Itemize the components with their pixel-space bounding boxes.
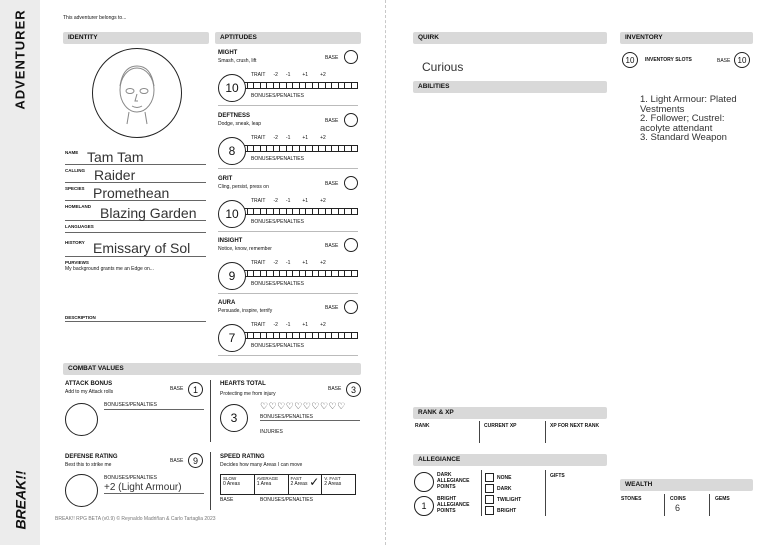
- attack-base-label: BASE: [170, 386, 184, 392]
- wealth-header: WEALTH: [620, 479, 753, 491]
- speed-option-vfast[interactable]: [322, 475, 355, 494]
- quirk-header: QUIRK: [413, 32, 607, 44]
- wealth-divider-2: [709, 494, 710, 516]
- aptitude-trait-row: [251, 135, 351, 141]
- aptitude-base-circle[interactable]: [344, 176, 358, 190]
- checkbox[interactable]: [485, 506, 494, 515]
- aptitude-base-label: BASE: [325, 118, 339, 124]
- trait-tick: +2: [320, 198, 326, 204]
- heart-icons[interactable]: ♡♡♡♡♡♡♡♡♡♡: [260, 401, 346, 411]
- rank-divider-1: [479, 421, 480, 443]
- coins-label: COINS: [670, 496, 686, 502]
- quirk-value[interactable]: Curious: [422, 60, 464, 74]
- defense-base-label: BASE: [170, 458, 184, 464]
- check-mark-icon: ✓: [309, 475, 320, 489]
- combat-divider-bottom: [210, 452, 211, 510]
- aptitude-value[interactable]: 10: [218, 74, 246, 102]
- history-value: Emissary of Sol: [93, 240, 191, 256]
- aptitude-bonus-label: BONUSES/PENALTIES: [251, 156, 304, 162]
- description-field[interactable]: [65, 312, 206, 322]
- combat-header: COMBAT VALUES: [63, 363, 361, 375]
- speed-option-slow[interactable]: [221, 475, 255, 494]
- aptitude-base-label: BASE: [325, 305, 339, 311]
- speed-title: SPEED RATING: [220, 454, 265, 460]
- inventory-item[interactable]: 2. Follower; Custrel: acolyte attendant: [640, 113, 725, 134]
- homeland-value: Blazing Garden: [100, 205, 197, 221]
- defense-desc: Best this to strike me: [65, 462, 112, 468]
- allegiance-option-twilight[interactable]: [485, 494, 521, 505]
- speed-fast-name: FAST: [290, 476, 302, 481]
- trait-tick: -1: [285, 198, 291, 204]
- inventory-base-label: BASE: [717, 58, 731, 64]
- aptitude-track[interactable]: [240, 332, 358, 339]
- attack-title: ATTACK BONUS: [65, 381, 113, 387]
- hearts-desc: Protecting me from injury: [220, 391, 276, 397]
- aptitude-bonus-label: BONUSES/PENALTIES: [251, 343, 304, 349]
- species-value: Promethean: [93, 185, 170, 201]
- attack-base-value[interactable]: 1: [188, 382, 203, 397]
- abilities-header: ABILITIES: [413, 81, 607, 93]
- aptitude-trait-row: [251, 260, 351, 266]
- aptitude-name: DEFTNESS: [218, 113, 251, 119]
- gems-label: GEMS: [715, 496, 730, 502]
- trait-tick: -2: [273, 135, 278, 141]
- trait-tick: -2: [273, 72, 278, 78]
- portrait-face-icon: [107, 58, 167, 128]
- next-rank-xp-label: XP FOR NEXT RANK: [550, 423, 600, 429]
- aptitude-base-circle[interactable]: [344, 50, 358, 64]
- rank-xp-header: RANK & XP: [413, 407, 607, 419]
- speed-vfast-name: V. FAST: [324, 476, 341, 481]
- aptitude-desc: Notice, know, remember: [218, 246, 272, 252]
- checkbox[interactable]: [485, 484, 494, 493]
- allegiance-header: ALLEGIANCE: [413, 454, 607, 466]
- inventory-list: [640, 95, 755, 143]
- aptitude-value[interactable]: 10: [218, 200, 246, 228]
- speed-option-average[interactable]: [255, 475, 289, 494]
- homeland-label: HOMELAND: [65, 204, 91, 209]
- trait-tick: +2: [320, 135, 326, 141]
- trait-tick: -1: [285, 322, 291, 328]
- aptitude-base-circle[interactable]: [344, 238, 358, 252]
- option-label: DARK: [497, 485, 512, 492]
- aptitude-track[interactable]: [240, 208, 358, 215]
- allegiance-options: [485, 472, 521, 516]
- inventory-slots-label: INVENTORY SLOTS: [645, 57, 692, 63]
- aptitude-name: GRIT: [218, 176, 233, 182]
- aptitude-separator: [218, 293, 358, 294]
- inventory-item[interactable]: 1. Light Armour: Plated Vestments: [640, 94, 737, 115]
- aptitude-separator: [218, 231, 358, 232]
- allegiance-option-bright[interactable]: [485, 505, 521, 516]
- aptitude-name: AURA: [218, 300, 236, 306]
- speed-base-label: BASE: [220, 497, 234, 503]
- current-xp-label: CURRENT XP: [484, 423, 517, 429]
- purviews-text: My background grants me an Edge on...: [65, 266, 154, 272]
- option-label: NONE: [497, 474, 512, 481]
- trait-tick: -2: [273, 198, 278, 204]
- allegiance-option-none[interactable]: [485, 472, 521, 483]
- aptitude-desc: Persuade, inspire, terrify: [218, 308, 273, 314]
- name-label: NAME: [65, 150, 79, 155]
- description-label: DESCRIPTION: [65, 315, 96, 320]
- speed-fast-value: 2 Areas: [290, 481, 308, 487]
- hearts-bonus-label: BONUSES/PENALTIES: [260, 414, 360, 421]
- history-label: HISTORY: [65, 240, 85, 245]
- aptitude-base-label: BASE: [325, 243, 339, 249]
- allegiance-divider-1: [481, 470, 482, 516]
- rank-divider-2: [545, 421, 546, 443]
- portrait-frame[interactable]: [92, 48, 182, 138]
- dark-allegiance-label: DARK ALLEGIANCE POINTS: [437, 472, 470, 490]
- aptitude-base-label: BASE: [325, 181, 339, 187]
- species-field[interactable]: [65, 186, 206, 201]
- languages-field[interactable]: [65, 222, 206, 233]
- aptitude-track[interactable]: [240, 82, 358, 89]
- aptitude-name: INSIGHT: [218, 238, 243, 244]
- aptitude-separator: [218, 168, 358, 169]
- attack-bonus-label: BONUSES/PENALTIES: [104, 402, 204, 410]
- option-label: TWILIGHT: [497, 496, 522, 503]
- aptitude-value[interactable]: 7: [218, 324, 246, 352]
- footer-credit: BREAK!! RPG BETA (v0.9) © Reynaldo Madriñan & Carlo Tartaglia 2023: [55, 516, 216, 522]
- attack-desc: Add to my Attack rolls: [65, 389, 114, 395]
- break-logo: BREAK!!: [13, 470, 30, 530]
- hearts-base-value[interactable]: 3: [346, 382, 361, 397]
- checkbox[interactable]: [485, 495, 494, 504]
- inventory-item[interactable]: 3. Standard Weapon: [640, 132, 727, 143]
- bright-allegiance-value[interactable]: 1: [414, 496, 434, 516]
- trait-tick: +2: [320, 260, 326, 266]
- checkbox[interactable]: [485, 473, 494, 482]
- trait-tick: +1: [302, 260, 309, 266]
- trait-label: TRAIT: [251, 322, 266, 328]
- inventory-slots-value[interactable]: 10: [622, 52, 638, 68]
- homeland-field[interactable]: [65, 204, 206, 221]
- trait-tick: +1: [302, 135, 309, 141]
- speed-desc: Decides how many Areas I can move: [220, 462, 303, 468]
- aptitude-value[interactable]: 8: [218, 137, 246, 165]
- speed-slow-value: 0 Areas: [223, 481, 240, 487]
- aptitude-bonus-label: BONUSES/PENALTIES: [251, 281, 304, 287]
- sheet-title: ADVENTURER: [12, 9, 28, 110]
- aptitude-separator: [218, 105, 358, 106]
- defense-value-circle[interactable]: [65, 474, 98, 507]
- aptitude-trait-row: [251, 72, 351, 78]
- purviews-label: PURVIEWS: [65, 260, 89, 265]
- hearts-base-label: BASE: [328, 386, 342, 392]
- attack-value-circle[interactable]: [65, 403, 98, 436]
- gifts-label: GIFTS: [550, 473, 565, 479]
- speed-average-value: 1 Area: [256, 481, 272, 487]
- aptitude-track[interactable]: [240, 270, 358, 277]
- aptitude-trait-row: [251, 198, 351, 204]
- trait-tick: +1: [302, 72, 309, 78]
- calling-field[interactable]: [65, 168, 206, 183]
- stones-label: STONES: [621, 496, 642, 502]
- combat-divider-top: [210, 380, 211, 442]
- owner-label: This adventurer belongs to...: [63, 15, 127, 21]
- name-field[interactable]: [65, 150, 206, 165]
- speed-average-name: AVERAGE: [256, 476, 279, 481]
- trait-tick: +2: [320, 72, 326, 78]
- wealth-divider-1: [664, 494, 665, 516]
- trait-tick: +1: [302, 198, 309, 204]
- inventory-header: INVENTORY: [620, 32, 753, 44]
- calling-value: Raider: [94, 167, 136, 183]
- allegiance-option-dark[interactable]: [485, 483, 521, 494]
- aptitude-separator: [218, 355, 358, 356]
- option-label: BRIGHT: [497, 507, 517, 514]
- trait-label: TRAIT: [251, 198, 266, 204]
- trait-label: TRAIT: [251, 135, 266, 141]
- aptitude-desc: Cling, persist, press on: [218, 184, 269, 190]
- identity-header: IDENTITY: [63, 32, 209, 44]
- aptitude-value[interactable]: 9: [218, 262, 246, 290]
- bright-allegiance-label: BRIGHT ALLEGIANCE POINTS: [437, 496, 470, 514]
- trait-tick: -2: [273, 322, 278, 328]
- allegiance-divider-2: [545, 470, 546, 516]
- speed-option-fast[interactable]: [289, 475, 323, 494]
- trait-label: TRAIT: [251, 72, 266, 78]
- aptitude-bonus-label: BONUSES/PENALTIES: [251, 219, 304, 225]
- trait-tick: +2: [320, 322, 326, 328]
- languages-label: LANGUAGES: [65, 224, 94, 229]
- defense-bonus-label: BONUSES/PENALTIES: [104, 475, 157, 481]
- aptitude-name: MIGHT: [218, 50, 238, 56]
- hearts-title: HEARTS TOTAL: [220, 381, 266, 387]
- aptitude-track[interactable]: [240, 145, 358, 152]
- trait-tick: -1: [285, 260, 291, 266]
- trait-label: TRAIT: [251, 260, 266, 266]
- defense-title: DEFENSE RATING: [65, 454, 118, 460]
- aptitude-base-circle[interactable]: [344, 300, 358, 314]
- speed-slow-name: SLOW: [223, 476, 237, 481]
- aptitude-base-label: BASE: [325, 55, 339, 61]
- rank-label: RANK: [415, 423, 430, 429]
- trait-tick: -2: [273, 260, 278, 266]
- speed-vfast-value: 2 Areas: [324, 481, 342, 487]
- trait-tick: -1: [285, 135, 291, 141]
- trait-tick: +1: [302, 322, 309, 328]
- dark-allegiance-value[interactable]: [414, 472, 434, 492]
- aptitude-desc: Smash, crush, lift: [218, 58, 257, 64]
- calling-label: CALLING: [65, 168, 85, 173]
- aptitude-base-circle[interactable]: [344, 113, 358, 127]
- injuries-label: INJURIES: [260, 429, 283, 435]
- defense-base-value[interactable]: 9: [188, 453, 203, 468]
- aptitude-trait-row: [251, 322, 351, 328]
- coins-value[interactable]: 6: [675, 503, 681, 513]
- defense-bonus-value[interactable]: +2 (Light Armour): [104, 482, 204, 494]
- trait-tick: -1: [285, 72, 291, 78]
- aptitudes-header: APTITUDES: [215, 32, 361, 44]
- aptitude-desc: Dodge, sneak, leap: [218, 121, 262, 127]
- speed-bonus-label: BONUSES/PENALTIES: [260, 497, 313, 503]
- inventory-base-value[interactable]: 10: [734, 52, 750, 68]
- speed-options: [220, 474, 356, 495]
- name-value: Tam Tam: [87, 149, 144, 165]
- hearts-value[interactable]: 3: [220, 404, 248, 432]
- page-divider: [385, 0, 386, 545]
- aptitude-bonus-label: BONUSES/PENALTIES: [251, 93, 304, 99]
- history-field[interactable]: [65, 240, 206, 257]
- species-label: SPECIES: [65, 186, 85, 191]
